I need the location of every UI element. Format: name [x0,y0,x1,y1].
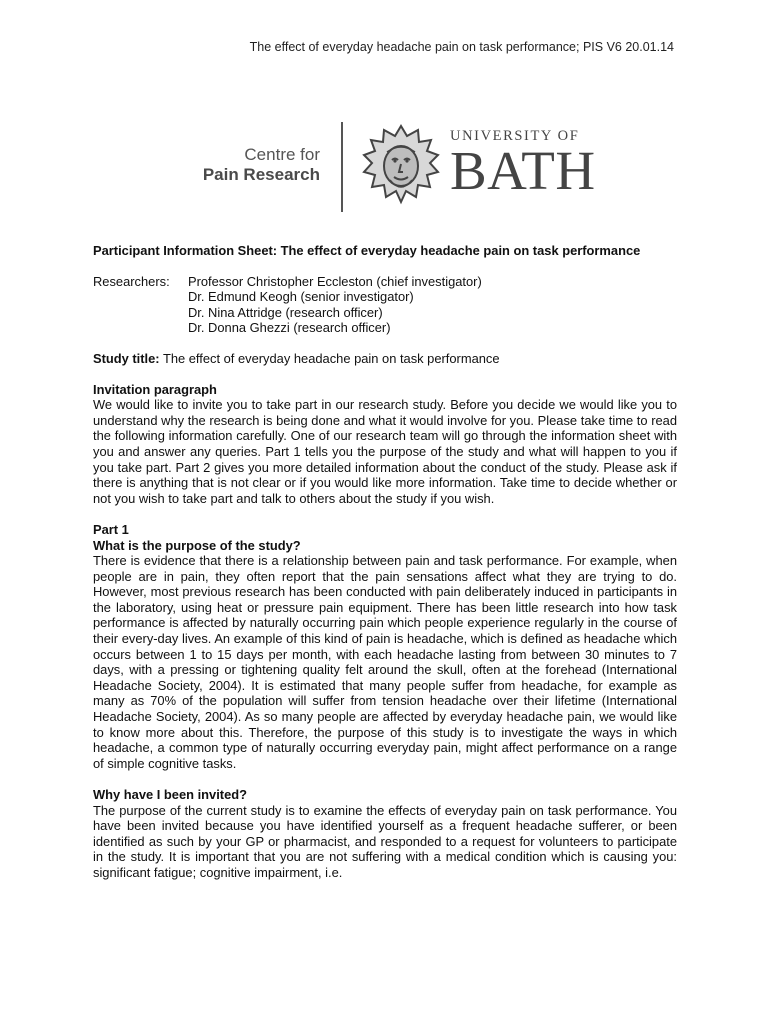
document-title: Participant Information Sheet: The effect of everyday headache pain on task performance [93,243,641,258]
purpose-paragraph: There is evidence that there is a relationship between pain and task performance. For example, when people are in pain, they often report that the pain sensations affect what they are trying to do. However, most previous research has been conducted with pain deliberately induced in participants in the laboratory, using heat or pressure pain equipment. There has been little research into how task performance is affected by naturally occurring pain which people experience regularly in the course of their every-day lives. An example of this kind of pain is headache, which is defined as headache which occurs between 1 to 15 days per month, with each headache lasting from between 30 minutes to 7 days, with a pressing or tightening quality felt around the skull, often at the forehead (International Headache Society, 2004). It is estimated that many people suffer from headache, for example as many as 70% of the population will suffer from tension headache over their lifetime (International Headache Society, 2004). As so many people are affected by everyday headache pain, we would like to know more about this. Therefore, the purpose of this study is to investigate the ways in which headache, a common type of naturally occurring everyday pain, might affect performance on a range of simple cognitive tasks. [93,553,677,771]
invited-paragraph: The purpose of the current study is to examine the effects of everyday pain on task performance. You have been invited because you have identified yourself as a frequent headache sufferer, or been identified as such by your GP or pharmacist, and responded to a request for volunteers to participate in the study. It is important that you are not suffering with a medical condition which is causing you: significant fatigue; cognitive impairment, i.e. [93,802,677,880]
document-body [93,243,677,881]
invitation-paragraph: We would like to invite you to take part in our research study. Before you decide we would like you to understand why the research is being done and what it would involve for you. Please take time to read the following information carefully. One of our research team will go through the information sheet with you and answer any queries. Part 1 tells you the purpose of the study and what will happen to you if you take part. Part 2 gives you more detailed information about the conduct of the study. Please ask if there is anything that is not clear or if you would like more information. Take time to decide whether or not you wish to take part and talk to others about the study if you wish. [93,397,677,506]
running-header: The effect of everyday headache pain on task performance; PIS V6 20.01.14 [249,40,674,54]
researcher-item: Dr. Edmund Keogh (senior investigator) [188,289,414,305]
university-crest-icon [360,122,442,210]
centre-for-pain-research-logo [190,145,320,185]
university-of-bath-logo [450,128,596,201]
researchers-label: Researchers: [93,273,170,289]
centre-logo-line2: Pain Research [202,165,320,184]
bath-wordmark: BATH [450,140,596,201]
university-of-label: UNIVERSITY OF [450,128,580,144]
researcher-item: Dr. Nina Attridge (research officer) [188,304,383,320]
logo-block [190,118,596,218]
researcher-item: Professor Christopher Eccleston (chief investigator) [188,273,482,289]
purpose-heading: What is the purpose of the study? [93,537,301,553]
centre-logo-line1: Centre for [244,145,320,164]
study-title-label: Study title: [93,350,160,366]
invited-heading: Why have I been invited? [93,787,248,802]
part1-heading: Part 1 [93,521,129,537]
researchers-block [93,274,677,336]
researcher-item: Dr. Donna Ghezzi (research officer) [188,320,391,336]
researchers-list [188,274,482,336]
invitation-heading: Invitation paragraph [93,381,217,397]
logo-divider [341,122,343,212]
study-title-line [93,351,677,367]
study-title-value: The effect of everyday headache pain on task performance [162,350,500,366]
